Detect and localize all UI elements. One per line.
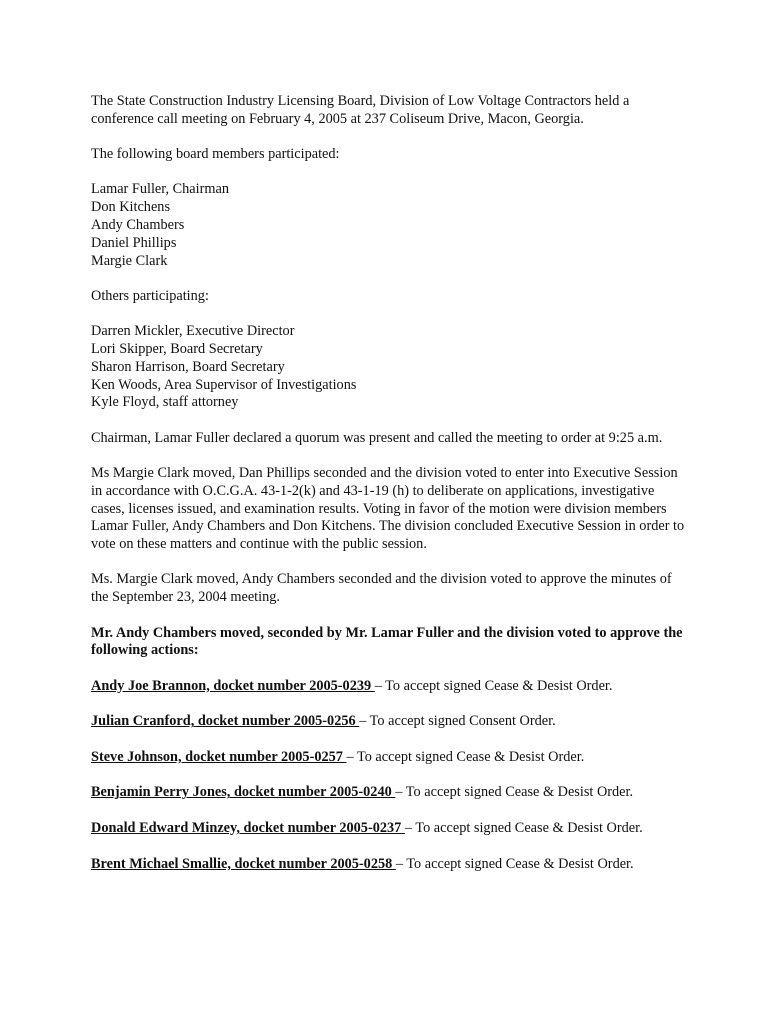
document-page [91, 93, 691, 891]
board-member: Daniel Phillips [91, 234, 177, 251]
action-text: – To accept signed Cease & Desist Order. [395, 855, 634, 872]
quorum-paragraph: Chairman, Lamar Fuller declared a quorum was present and called the meeting to order at 9:25 a.m. [91, 429, 663, 446]
other-participant: Darren Mickler, Executive Director [91, 323, 295, 340]
action-respondent: Julian Cranford, docket number 2005-0256 [91, 713, 360, 730]
others-list [91, 323, 691, 412]
action-text: – To accept signed Consent Order. [359, 713, 556, 730]
action-respondent: Brent Michael Smallie, docket number 2005-0258 [91, 855, 396, 872]
action-item [91, 784, 691, 802]
board-member: Margie Clark [91, 252, 168, 269]
action-item [91, 749, 691, 767]
action-text: – To accept signed Cease & Desist Order. [346, 748, 585, 765]
action-text: – To accept signed Cease & Desist Order. [404, 820, 643, 836]
board-members-heading: The following board members participated: [91, 146, 340, 163]
action-respondent: Benjamin Perry Jones, docket number 2005-0240 [91, 784, 396, 801]
action-item [91, 856, 691, 874]
executive-session-paragraph: Ms Margie Clark moved, Dan Phillips seconded and the division voted to enter into Executive Session in accordance with O.C.G.A. 43-1-2(k) and 43-1-19 (h) to deliberate on applications, investigative cases, licenses issued, and examination results. Voting in favor of the motion were division members Lamar Fuller, Andy Chambers and Don Kitchens. The division concluded Executive Session in order to vote on these matters and continue with the public session. [91, 464, 685, 553]
board-member: Andy Chambers [91, 216, 185, 233]
board-members-list [91, 181, 691, 270]
action-respondent: Andy Joe Brannon, docket number 2005-0239 [91, 677, 375, 694]
others-heading: Others participating: [91, 287, 209, 304]
action-text: – To accept signed Cease & Desist Order. [374, 677, 613, 694]
other-participant: Kyle Floyd, staff attorney [91, 394, 239, 411]
action-item [91, 713, 691, 731]
action-text: – To accept signed Cease & Desist Order. [395, 784, 634, 801]
intro-paragraph: The State Construction Industry Licensing Board, Division of Low Voltage Contractors held a conference call meeting on February 4, 2005 at 237 Coliseum Drive, Macon, Georgia. [91, 93, 630, 127]
actions-list [91, 678, 691, 874]
action-item [91, 678, 691, 696]
motion-heading: Mr. Andy Chambers moved, seconded by Mr. Lamar Fuller and the division voted to approve the following actions: [91, 624, 683, 659]
board-member: Don Kitchens [91, 199, 171, 216]
board-member: Lamar Fuller, Chairman [91, 181, 229, 198]
minutes-paragraph: Ms. Margie Clark moved, Andy Chambers seconded and the division voted to approve the minutes of the September 23, 2004 meeting. [91, 571, 672, 606]
other-participant: Ken Woods, Area Supervisor of Investigations [91, 376, 357, 393]
action-item [91, 820, 691, 838]
other-participant: Lori Skipper, Board Secretary [91, 340, 263, 357]
action-respondent: Donald Edward Minzey, docket number 2005-0237 [91, 820, 405, 836]
other-participant: Sharon Harrison, Board Secretary [91, 358, 285, 375]
action-respondent: Steve Johnson, docket number 2005-0257 [91, 748, 347, 765]
